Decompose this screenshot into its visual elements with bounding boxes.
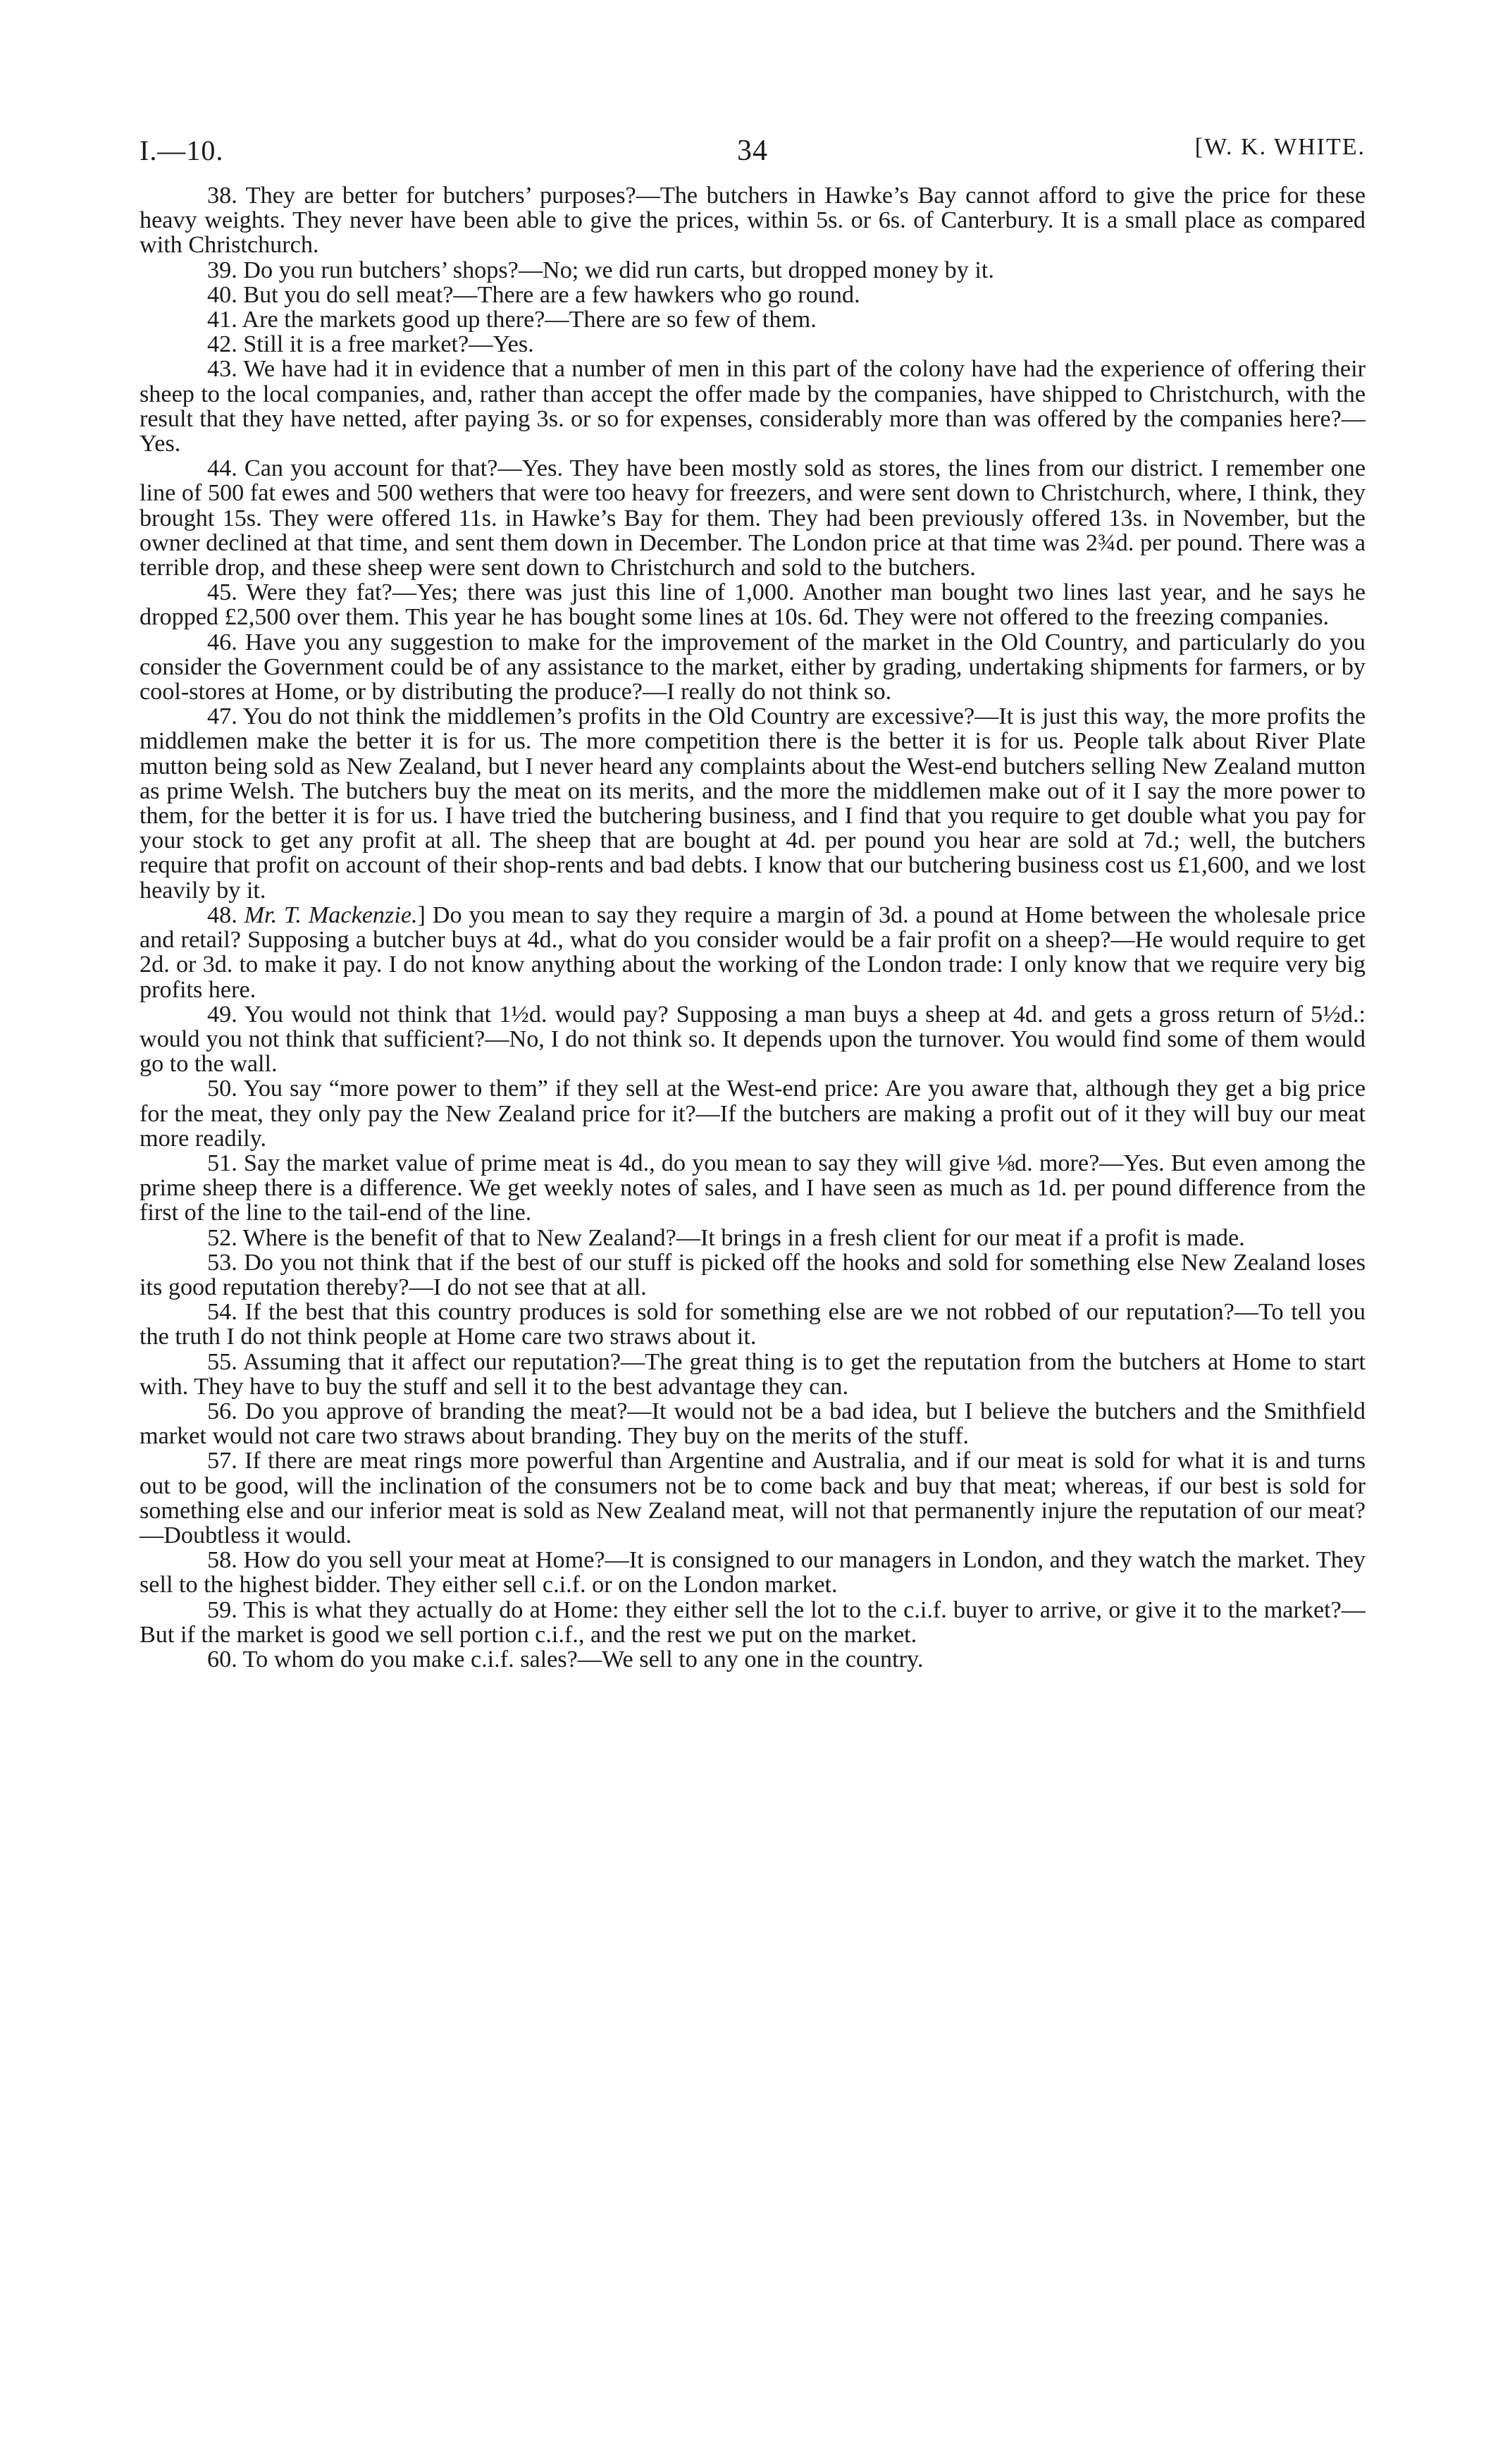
paragraph-46: 46. Have you any suggestion to make for the improvement of the market in the Old Country, and particularly do you consider the Government could be of any assistance to the market, either by grading, undertaking shipments for farmers, or by cool-stores at Home, or by distributing the produce?—I really do not think so. (140, 629, 1366, 706)
paragraph-53: 53. Do you not think that if the best of our stuff is picked off the hooks and sold for something else New Zealand loses its good reputation thereby?—I do not see that at all. (140, 1249, 1366, 1300)
paragraph-60: 60. To whom do you make c.i.f. sales?—We sell to any one in the country. (207, 1646, 924, 1673)
page-header (140, 134, 1366, 183)
page-number: 34 (737, 135, 768, 167)
paragraph-58: 58. How do you sell your meat at Home?—It is consigned to our managers in London, and they watch the market. They sell to the highest bidder. They either sell c.i.f. or on the London market. (140, 1547, 1366, 1598)
paragraph-49: 49. You would not think that 1½d. would pay? Supposing a man buys a sheep at 4d. and gets a gross return of 5½d.: would you not think that sufficient?—No, I do not think so. It depends upon the turnover. You would find some of them would go to the wall. (140, 1001, 1366, 1078)
paragraph-41: 41. Are the markets good up there?—There are so few of them. (207, 307, 817, 333)
speaker-name: Mr. T. Mackenzie. (244, 901, 418, 928)
paragraph-51: 51. Say the market value of prime meat is 4d., do you mean to say they will give ⅛d. more?—Yes. But even among the prime sheep there is a difference. We get weekly notes of sales, and I have seen as much as 1d. per pound difference from the first of the line to the tail-end of the line. (140, 1150, 1366, 1226)
paragraph-55: 55. Assuming that it affect our reputation?—The great thing is to get the reputation from the butchers at Home to start with. They have to buy the stuff and sell it to the best advantage they can. (140, 1348, 1366, 1400)
paragraph-40: 40. But you do sell meat?—There are a few hawkers who go round. (207, 281, 860, 308)
paragraph-48-text: ] Do you mean to say they require a margin of 3d. a pound at Home between the wholesale price and retail? Supposing a butcher buys at 4d., what do you consider would be a fair profit on a sheep?—He would require to get 2d. or 3d. to make it pay. I do not know anything about the working of the London trade: I only know that we require very big profits here. (140, 901, 1366, 1003)
paragraph-56: 56. Do you approve of branding the meat?—It would not be a bad idea, but I believe the butchers and the Smithfield market would not care two straws about branding. They buy on the merits of the stuff. (140, 1398, 1366, 1450)
witness-name: [W. K. WHITE. (1194, 134, 1366, 160)
paragraph-59: 59. This is what they actually do at Home: they either sell the lot to the c.i.f. buyer to arrive, or give it to the market?—But if the market is good we sell portion c.i.f., and the rest we put on the market. (140, 1596, 1366, 1648)
paragraph-54: 54. If the best that this country produces is sold for something else are we not robbed of our reputation?—To tell you the truth I do not think people at Home care two straws about it. (140, 1299, 1366, 1350)
paragraph-43: 43. We have had it in evidence that a number of men in this part of the colony have had the experience of offering their sheep to the local companies, and, rather than accept the offer made by the companies, have shipped to Christchurch, with the result that they have netted, after paying 3s. or so for expenses, considerably more than was offered by the companies here?—Yes. (140, 356, 1366, 457)
paragraph-48-number: 48. (207, 901, 244, 928)
paragraph-47: 47. You do not think the middlemen’s profits in the Old Country are excessive?—It is just this way, the more profits the middlemen make the better it is for us. The more competition there is the better it is for us. People talk about River Plate mutton being sold as New Zealand, but I never heard any complaints about the West-end butchers selling New Zealand mutton as prime Welsh. The butchers buy the meat on its merits, and the more the middlemen make out of it I say the more power to them, for the better it is for us. I have tried the butchering business, and I find that you require to get double what you pay for your stock to get any profit at all. The sheep that are bought at 4d. per pound you hear are sold at 7d.; well, the butchers require that profit on account of their shop-rents and bad debts. I know that our butchering business cost us £1,600, and we lost heavily by it. (140, 703, 1366, 904)
paragraph-44: 44. Can you account for that?—Yes. They have been mostly sold as stores, the lines from our district. I remember one line of 500 fat ewes and 500 wethers that were too heavy for freezers, and were sent down to Christchurch, where, I think, they brought 15s. They were offered 11s. in Hawke’s Bay for them. They had been previously offered 13s. in November, but the owner declined at that time, and sent them down in December. The London price at that time was 2¾d. per pound. There was a terrible drop, and these sheep were sent down to Christchurch and sold to the butchers. (140, 455, 1366, 581)
document-page (140, 134, 1366, 1672)
paragraph-50: 50. You say “more power to them” if they sell at the West-end price: Are you aware that, although they get a big price for the meat, they only pay the New Zealand price for it?—If the butchers are making a profit out of it they will buy our meat more readily. (140, 1076, 1366, 1152)
paragraph-45: 45. Were they fat?—Yes; there was just this line of 1,000. Another man bought two lines last year, and he says he dropped £2,500 over them. This year he has bought some lines at 10s. 6d. They were not offered to the freezing companies. (140, 579, 1366, 631)
testimony-body (140, 183, 1366, 1672)
paragraph-42: 42. Still it is a free market?—Yes. (207, 331, 534, 358)
paragraph-48 (140, 903, 1366, 1002)
paragraph-38: 38. They are better for butchers’ purposes?—The butchers in Hawke’s Bay cannot afford to give the price for these heavy weights. They never have been able to give the prices, within 5s. or 6s. of Canterbury. It is a small place as compared with Christchurch. (140, 183, 1366, 259)
paper-reference: I.—10. (140, 135, 224, 166)
paragraph-52: 52. Where is the benefit of that to New Zealand?—It brings in a fresh client for our meat if a profit is made. (207, 1224, 1245, 1251)
paragraph-39: 39. Do you run butchers’ shops?—No; we did run carts, but dropped money by it. (207, 257, 994, 283)
paragraph-57: 57. If there are meat rings more powerful than Argentine and Australia, and if our meat is sold for what it is and turns out to be good, will the inclination of the consumers not be to come back and buy that meat; whereas, if our best is sold for something else and our inferior meat is sold as New Zealand meat, will not that permanently injure the reputation of our meat?—Doubtless it would. (140, 1448, 1366, 1548)
